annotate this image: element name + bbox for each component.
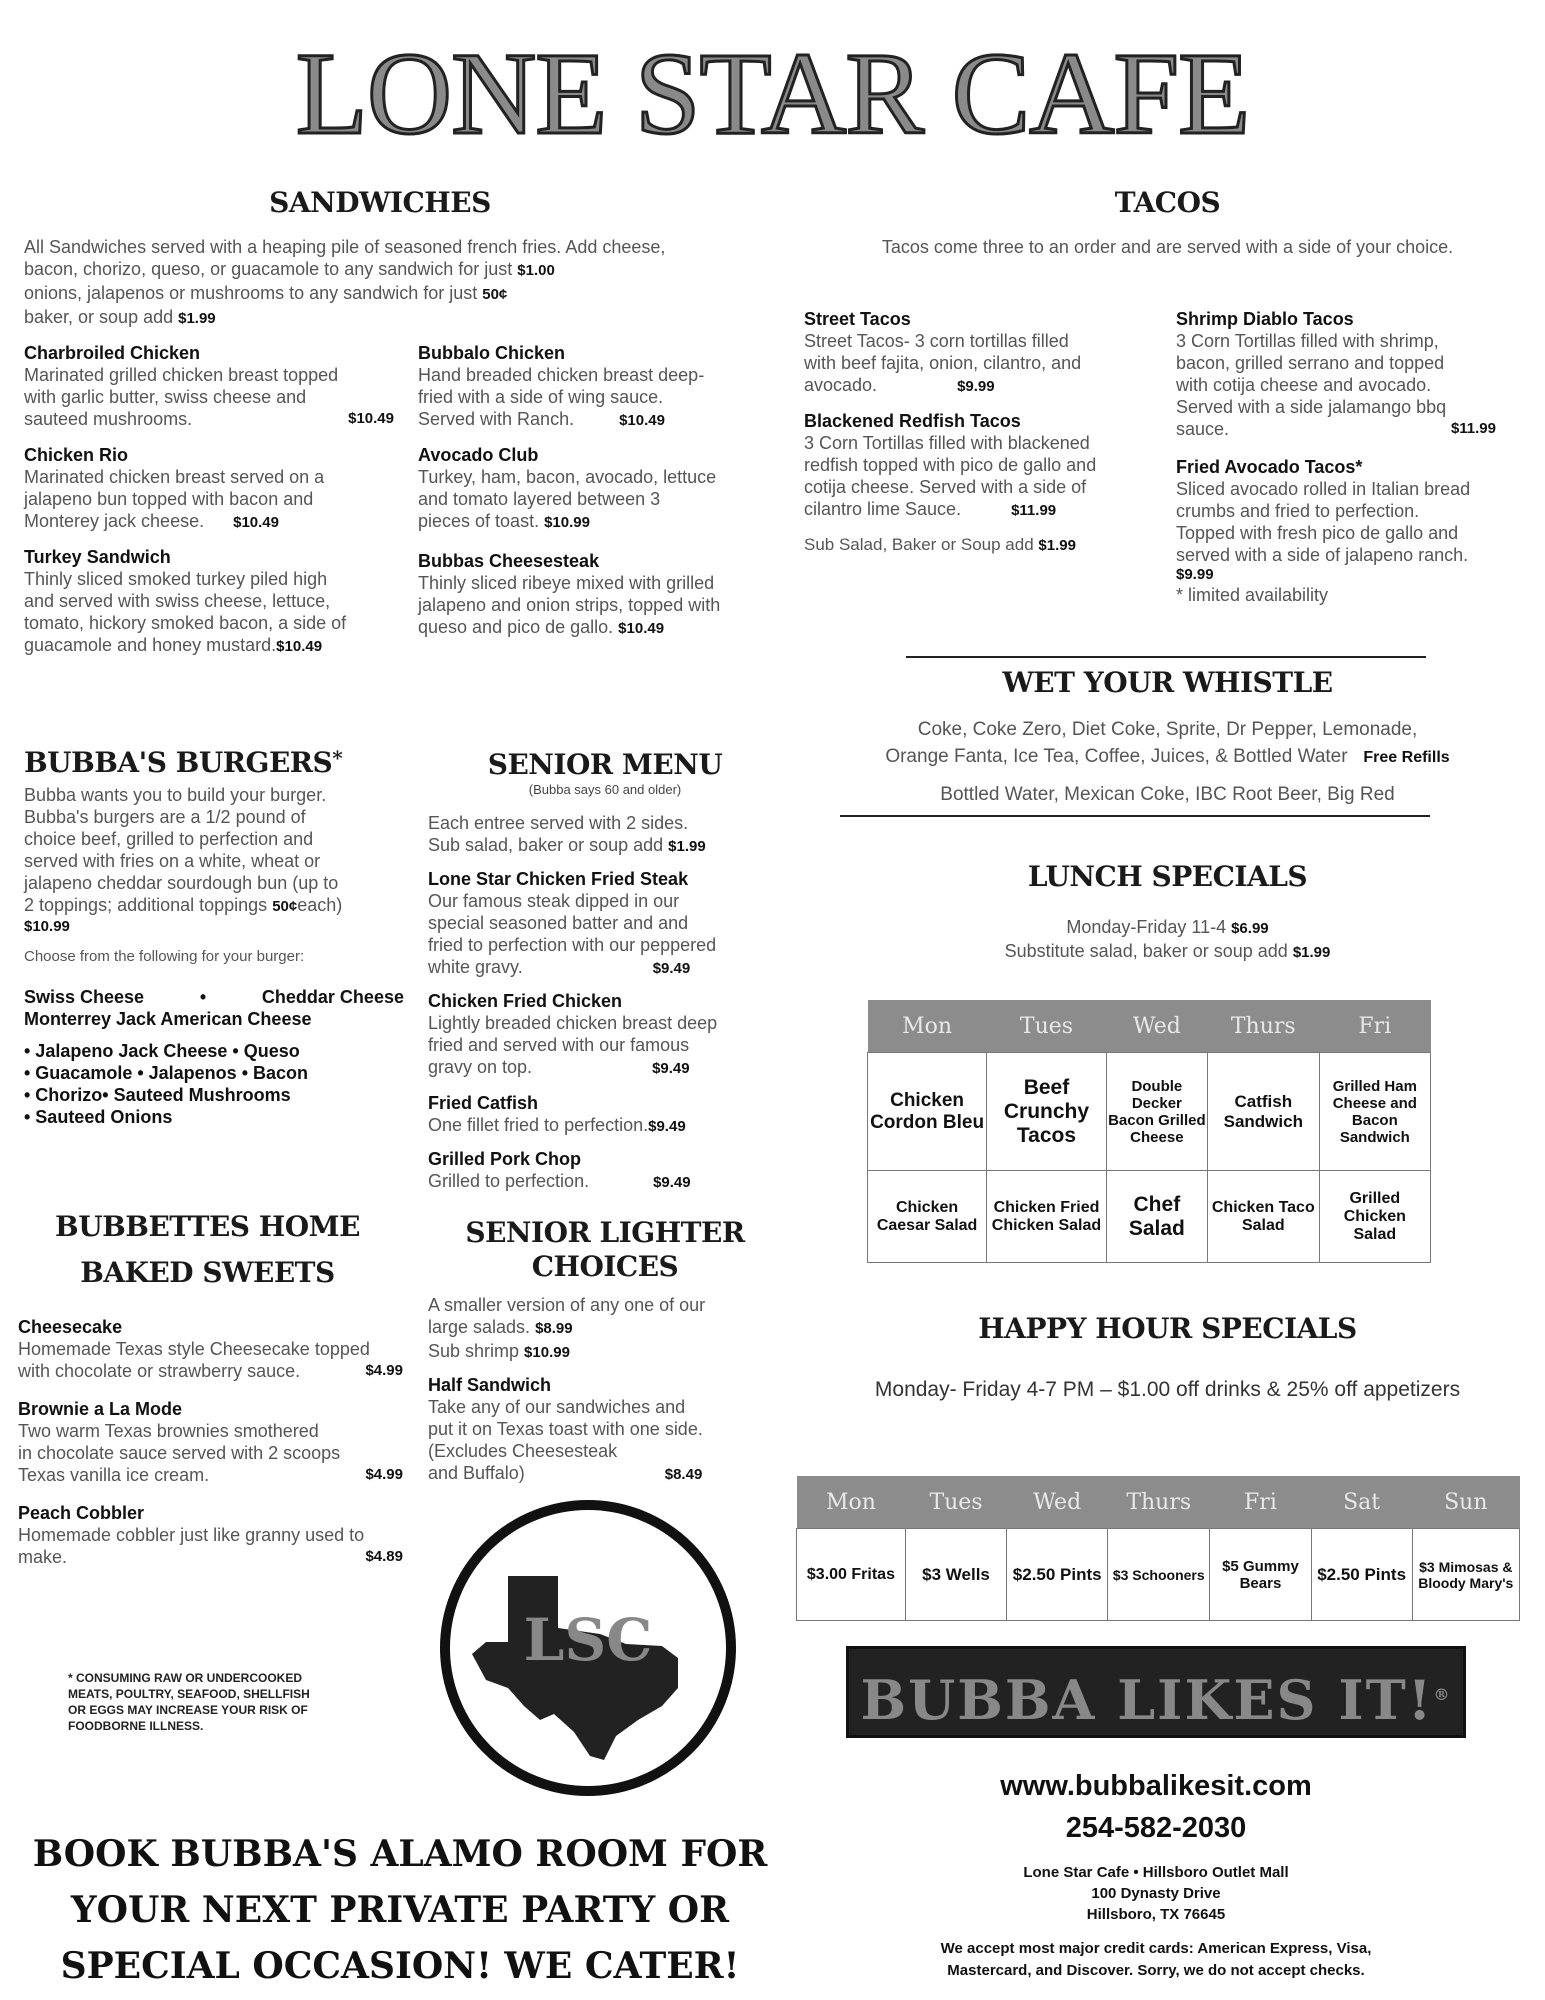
- menu-item: Shrimp Diablo Tacos 3 Corn Tortillas filled with shrimp, bacon, grilled serrano and topped with cotija cheese and avocado. Served with a side jalamango bbq sauce. $11.99: [1176, 309, 1496, 439]
- table-cell: $2.50 Pints: [1311, 1529, 1412, 1621]
- menu-item: Lone Star Chicken Fried Steak Our famous steak dipped in our special seasoned batter and and fried to perfection with our peppered white gravy. $9.49: [428, 869, 717, 977]
- tacos-intro: Tacos come three to an order and are served with a side of your choice.: [881, 237, 1454, 257]
- day-header: Sat: [1311, 1476, 1412, 1529]
- menu-item: Fried Avocado Tacos* Sliced avocado rolled in Italian bread crumbs and fried to perfection. Topped with fresh pico de gallo and served with a side of jalapeno ranch. $9.99 * limited availability: [1176, 457, 1471, 605]
- whistle-drinks: Coke, Coke Zero, Diet Coke, Sprite, Dr Pepper, Lemonade, Orange Fanta, Ice Tea, Coffee, Juices, & Bottled Water Free Refills Bottled Water, Mexican Coke, IBC Root Beer, Big Red: [885, 719, 1450, 805]
- tacos-heading: TACOS: [1114, 186, 1221, 219]
- bubba-likes-it-banner: BUBBA LIKES IT!®: [846, 1646, 1466, 1738]
- table-cell: Chicken Caesar Salad: [868, 1171, 987, 1263]
- day-header: Mon: [797, 1476, 906, 1529]
- menu-item: Peach Cobbler Homemade cobbler just like granny used to make. $4.89: [18, 1503, 403, 1567]
- table-cell: $5 Gummy Bears: [1210, 1529, 1311, 1621]
- book-alamo-room: BOOK BUBBA'S ALAMO ROOM FOR YOUR NEXT PRIVATE PARTY OR SPECIAL OCCASION! WE CATER!: [32, 1833, 768, 1987]
- day-header: Wed: [1106, 1000, 1207, 1053]
- page-title: LONE STAR CAFE: [295, 28, 1250, 159]
- table-cell: Chef Salad: [1106, 1171, 1207, 1263]
- day-header: Thurs: [1108, 1476, 1210, 1529]
- intro-line: baker, or soup add $1.99: [24, 307, 216, 327]
- website-link[interactable]: www.bubbalikesit.com: [1000, 1770, 1312, 1802]
- happy-heading: HAPPY HOUR SPECIALS: [978, 1312, 1357, 1345]
- lighter-heading: SENIOR LIGHTER CHOICES: [465, 1216, 745, 1283]
- sandwiches-left-col: [24, 342, 394, 658]
- table-cell: Grilled Chicken Salad: [1319, 1171, 1430, 1263]
- table-cell: $3.00 Fritas: [797, 1529, 906, 1621]
- menu-item: Fried Catfish One fillet fried to perfection.$9.49: [428, 1093, 686, 1135]
- table-cell: Catfish Sandwich: [1207, 1053, 1319, 1171]
- table-cell: $3 Wells: [905, 1529, 1006, 1621]
- whistle-heading: WET YOUR WHISTLE: [1002, 666, 1333, 699]
- day-header: Fri: [1319, 1000, 1430, 1053]
- lighter-body: A smaller version of any one of our large salads. $8.99 Sub shrimp $10.99 Half Sandwich Take any of our sandwiches and put it on Texas toast with one side. (Excludes Cheesesteak and Buffalo) $8.49: [428, 1294, 778, 1486]
- tacos-right-col: [1176, 308, 1526, 606]
- day-header: Wed: [1007, 1476, 1108, 1529]
- menu-item: Bubbalo Chicken Hand breaded chicken breast deep- fried with a side of wing sauce. Served with Ranch. $10.49: [418, 343, 705, 429]
- senior-heading: SENIOR MENU: [487, 748, 723, 781]
- happy-hour-table: [796, 1476, 1520, 1621]
- menu-item: Bubbas Cheesesteak Thinly sliced ribeye mixed with grilled jalapeno and onion strips, topped with queso and pico de gallo. $10.49: [418, 551, 721, 637]
- table-cell: $2.50 Pints: [1007, 1529, 1108, 1621]
- menu-item: Chicken Fried Chicken Lightly breaded chicken breast deep fried and served with our famous gravy on top. $9.49: [428, 991, 718, 1077]
- payment-note: We accept most major credit cards: American Express, Visa, Mastercard, and Discover. Sorry, we do not accept checks.: [940, 1940, 1372, 1979]
- lunch-info: Monday-Friday 11-4 $6.99 Substitute salad, baker or soup add $1.99: [1004, 917, 1331, 961]
- table-cell: Double Decker Bacon Grilled Cheese: [1106, 1053, 1207, 1171]
- burgers-body: Bubba wants you to build your burger. Bubba's burgers are a 1/2 pound of choice beef, grilled to perfection and served with fries on a white, wheat or jalapeno cheddar sourdough bun (up to 2 toppings; additional toppings 50¢each) $10.99 Choose from the following for your burger: Swiss Cheese • Cheddar Cheese Monterrey Jack American Cheese • Jalapeno Jack Cheese • Queso • Guacamole • Jalapenos • Bacon • Chorizo• Sauteed Mushrooms • Sauteed Onions: [24, 785, 404, 1127]
- lunch-specials-table: [867, 1000, 1431, 1263]
- senior-body: Each entree served with 2 sides. Sub salad, baker or soup add $1.99 Lone Star Chicken Fried Steak Our famous steak dipped in our special seasoned batter and and fried to perfection with our peppered white gravy. $9.49 Chicken Fried Chicken Lightly breaded chicken breast deep fried and served with our famous gravy on top. $9.49 Fried Catfish One fillet fried to perfection.$9.49 Grilled Pork Chop Grilled to perfection. $9.49: [428, 812, 778, 1194]
- table-cell: Chicken Cordon Bleu: [868, 1053, 987, 1171]
- table-cell: Chicken Taco Salad: [1207, 1171, 1319, 1263]
- phone-number[interactable]: 254-582-2030: [1065, 1812, 1247, 1844]
- tacos-left-col: [804, 308, 1154, 557]
- burgers-heading: BUBBA'S BURGERS*: [24, 746, 343, 779]
- senior-subheading: (Bubba says 60 and older): [528, 782, 682, 797]
- lunch-heading: LUNCH SPECIALS: [1027, 860, 1308, 893]
- table-cell: Chicken Fried Chicken Salad: [987, 1171, 1107, 1263]
- table-cell: Grilled Ham Cheese and Bacon Sandwich: [1319, 1053, 1430, 1171]
- intro-line: onions, jalapenos or mushrooms to any sandwich for just 50¢: [24, 283, 508, 303]
- menu-item: Charbroiled Chicken Marinated grilled chicken breast topped with garlic butter, swiss cheese and sauteed mushrooms. $10.49: [24, 343, 394, 429]
- table-cell: $3 Schooners: [1108, 1529, 1210, 1621]
- divider: [840, 815, 1430, 817]
- day-header: Thurs: [1207, 1000, 1319, 1053]
- table-cell: Beef Crunchy Tacos: [987, 1053, 1107, 1171]
- day-header: Tues: [905, 1476, 1006, 1529]
- intro-line: bacon, chorizo, queso, or guacamole to any sandwich for just $1.00: [24, 259, 555, 279]
- lsc-logo: [440, 1500, 736, 1796]
- menu-item: Grilled Pork Chop Grilled to perfection. $9.49: [428, 1149, 691, 1191]
- sweets-heading: BUBBETTES HOME BAKED SWEETS: [55, 1210, 360, 1289]
- divider: [906, 656, 1426, 658]
- day-header: Tues: [987, 1000, 1107, 1053]
- day-header: Fri: [1210, 1476, 1311, 1529]
- menu-item: Cheesecake Homemade Texas style Cheesecake topped with chocolate or strawberry sauce. $4.99: [18, 1317, 403, 1381]
- intro-line: All Sandwiches served with a heaping pile of seasoned french fries. Add cheese,: [24, 237, 666, 257]
- sweets-body: [18, 1316, 403, 1568]
- menu-item: Chicken Rio Marinated chicken breast served on a jalapeno bun topped with bacon and Monterey jack cheese. $10.49: [24, 445, 325, 531]
- menu-item: Half Sandwich Take any of our sandwiches and put it on Texas toast with one side. (Excludes Cheesesteak and Buffalo) $8.49: [428, 1375, 703, 1483]
- address-block: Lone Star Cafe • Hillsboro Outlet Mall 100 Dynasty Drive Hillsboro, TX 76645: [1023, 1864, 1289, 1923]
- sandwiches-intro: [24, 236, 774, 330]
- food-warning: * CONSUMING RAW OR UNDERCOOKED MEATS, POULTRY, SEAFOOD, SHELLFISH OR EGGS MAY INCREASE YOUR RISK OF FOODBORNE ILLNESS.: [68, 1671, 310, 1733]
- menu-item: Turkey Sandwich Thinly sliced smoked turkey piled high and served with swiss cheese, lettuce, tomato, hickory smoked bacon, a side of guacamole and honey mustard.$10.49: [24, 547, 347, 655]
- sandwiches-heading: SANDWICHES: [269, 186, 491, 219]
- day-header: Mon: [868, 1000, 987, 1053]
- menu-item: Avocado Club Turkey, ham, bacon, avocado, lettuce and tomato layered between 3 pieces of toast. $10.99: [418, 445, 717, 531]
- menu-item: Blackened Redfish Tacos 3 Corn Tortillas filled with blackened redfish topped with pico de gallo and cotija cheese. Served with a side of cilantro lime Sauce. $11.99: [804, 411, 1097, 519]
- sandwiches-right-col: [418, 342, 768, 640]
- tacos-sub-note: Sub Salad, Baker or Soup add $1.99: [804, 535, 1076, 554]
- menu-item: Street Tacos Street Tacos- 3 corn tortillas filled with beef fajita, onion, cilantro, and avocado. $9.99: [804, 309, 1082, 395]
- logo-text: LSC: [523, 1606, 653, 1674]
- happy-info: Monday- Friday 4-7 PM – $1.00 off drinks & 25% off appetizers: [874, 1378, 1461, 1401]
- menu-item: Brownie a La Mode Two warm Texas brownies smothered in chocolate sauce served with 2 scoops Texas vanilla ice cream. $4.99: [18, 1399, 403, 1485]
- day-header: Sun: [1412, 1476, 1519, 1529]
- table-cell: $3 Mimosas & Bloody Mary's: [1412, 1529, 1519, 1621]
